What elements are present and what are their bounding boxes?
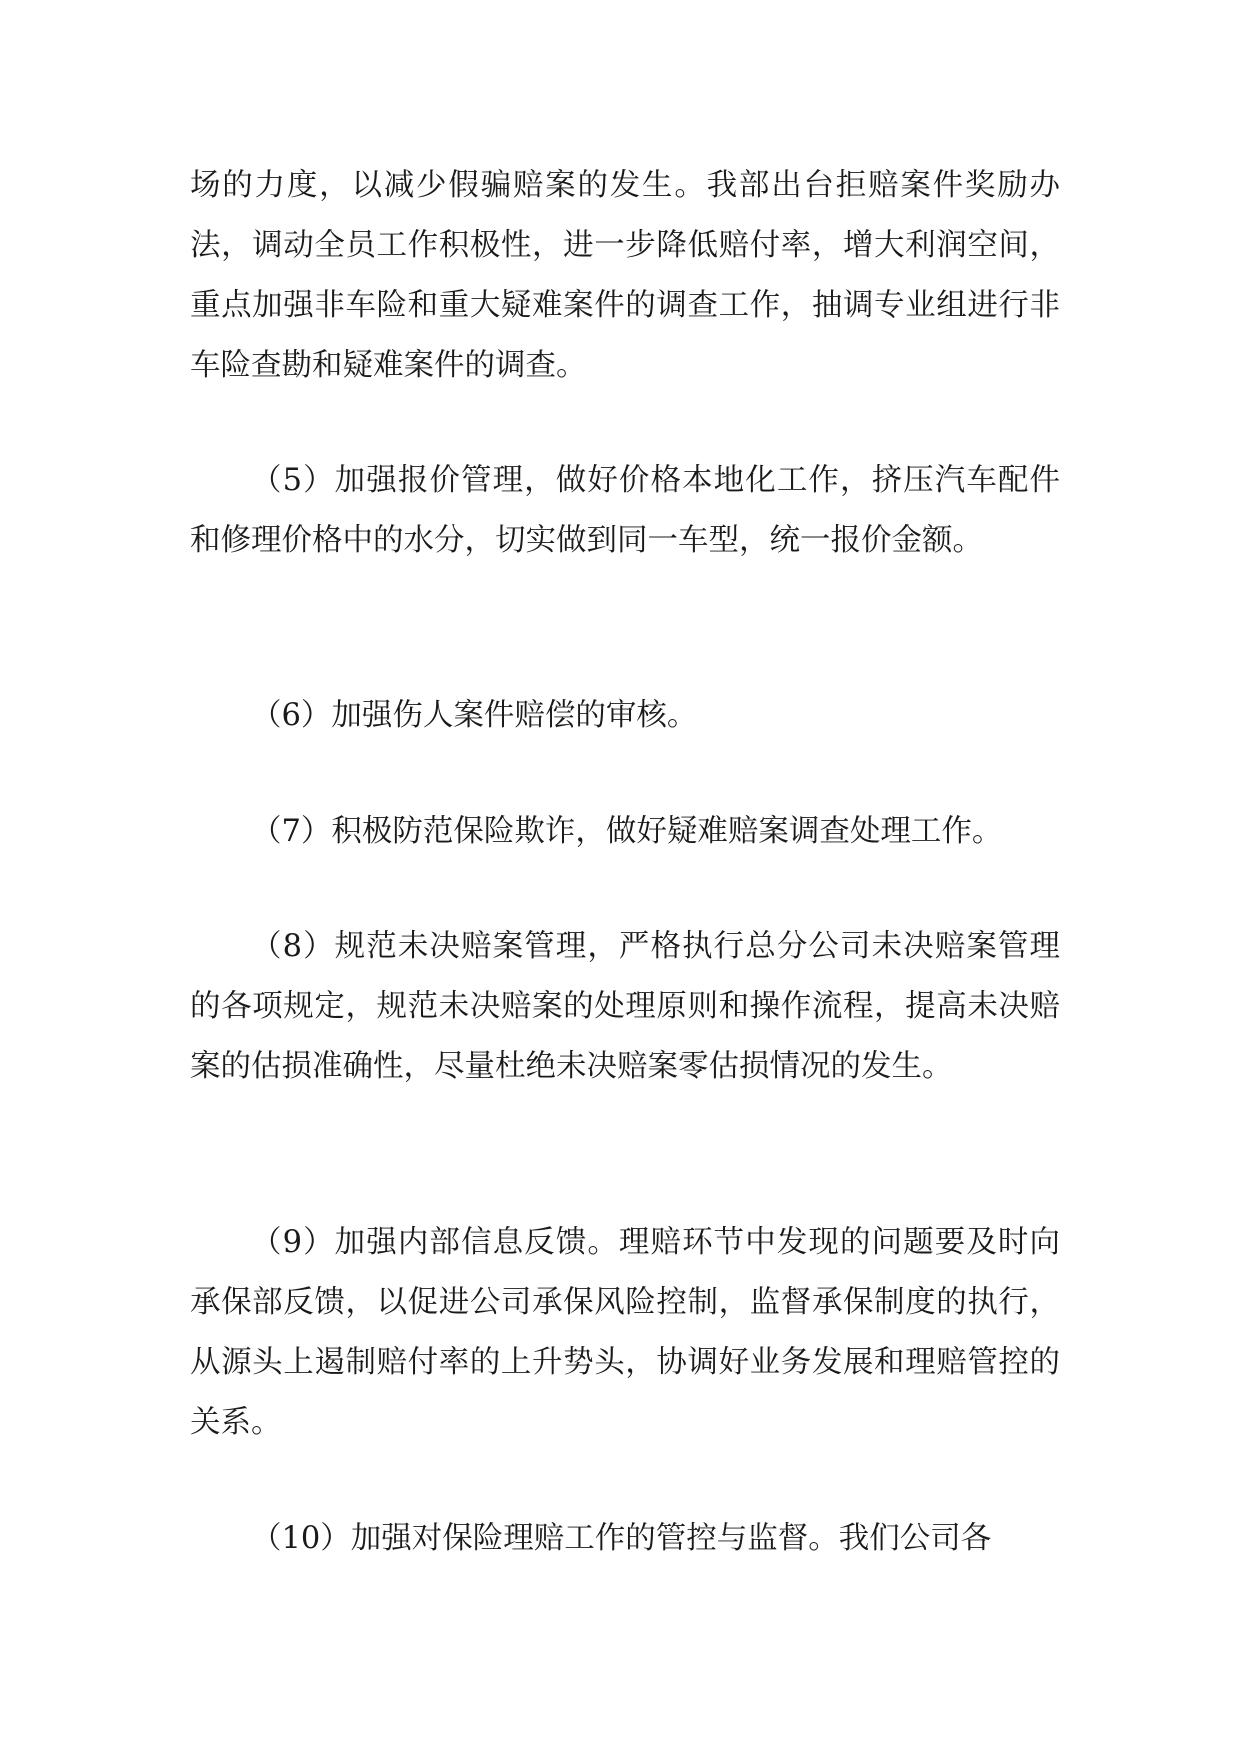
paragraph-item-6: （6）加强伤人案件赔偿的审核。	[251, 698, 698, 733]
paragraph-item-5: （5）加强报价管理，做好价格本地化工作，挤压汽车配件和修理价格中的水分，切实做到同一车型，统一报价金额。	[190, 463, 1060, 558]
paragraph-item-9: （9）加强内部信息反馈。理赔环节中发现的问题要及时向承保部反馈，以促进公司承保风险控制，监督承保制度的执行，从源头上遏制赔付率的上升势头，协调好业务发展和理赔管控的关系。	[190, 1225, 1060, 1440]
paragraph-item-8: （8）规范未决赔案管理，严格执行总分公司未决赔案管理的各项规定，规范未决赔案的处理原则和操作流程，提高未决赔案的估损准确性，尽量杜绝未决赔案零估损情况的发生。	[190, 929, 1060, 1084]
paragraph-item-7: （7）积极防范保险欺诈，做好疑难赔案调查处理工作。	[251, 814, 1003, 849]
paragraph-item-10: （10）加强对保险理赔工作的管控与监督。我们公司各	[251, 1521, 992, 1556]
paragraph-continuation: 场的力度，以减少假骗赔案的发生。我部出台拒赔案件奖励办法，调动全员工作积极性，进一步降低赔付率，增大利润空间，重点加强非车险和重大疑难案件的调查工作，抽调专业组进行非车险查勘和疑难案件的调查。	[190, 168, 1060, 383]
